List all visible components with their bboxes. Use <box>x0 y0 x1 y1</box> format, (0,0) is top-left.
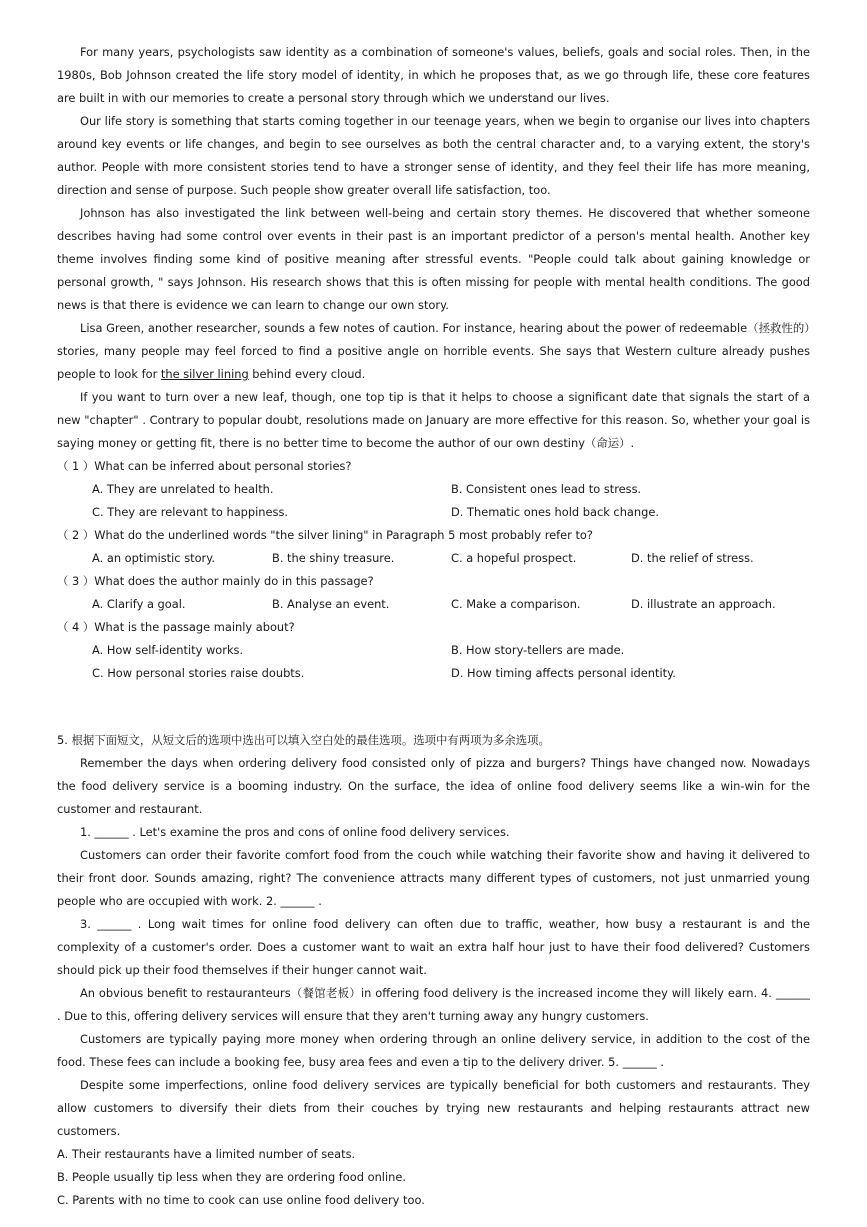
question-1-stem: （ 1 ）What can be inferred about personal stories? <box>57 459 352 473</box>
question-2-option-a[interactable]: A. an optimistic story. <box>92 551 215 565</box>
question-1-option-c[interactable]: C. They are relevant to happiness. <box>92 505 289 519</box>
question-4-option-d[interactable]: D. How timing affects personal identity. <box>451 666 676 680</box>
question-2-stem: （ 2 ）What do the underlined words "the silver lining" in Paragraph 5 most probably refer to? <box>57 528 593 542</box>
passage1-paragraph-1: For many years, psychologists saw identity as a combination of someone's values, beliefs, goals and social roles. Then, in the 1980s, Bob Johnson created the life story model of identity, in which he proposes that, as we go through life, these core features are built in with our memories to create a personal story through which we understand our lives. <box>57 45 810 105</box>
passage1-block-top <box>57 41 810 455</box>
passage1-paragraph-2: Our life story is something that starts coming together in our teenage years, when we begin to organise our lives into chapters around key events or life changes, and begin to see ourselves as both the central character and, to a varying extent, the story's author. People with more consistent stories tend to have a stronger sense of identity, and they feel their life has more meaning, direction and sense of purpose. Such people show greater overall life satisfaction, too. <box>57 114 810 197</box>
question-3-option-c[interactable]: C. Make a comparison. <box>451 597 581 611</box>
section-5-option-c[interactable]: C. Parents with no time to cook can use online food delivery too. <box>57 1193 425 1207</box>
question-4-option-a[interactable]: A. How self-identity works. <box>92 643 244 657</box>
question-2-option-d[interactable]: D. the relief of stress. <box>631 551 754 565</box>
paragraph-4-text-after: behind every cloud. <box>248 367 366 381</box>
question-3-option-b[interactable]: B. Analyse an event. <box>272 597 390 611</box>
paragraph-4-text-before: Lisa Green, another researcher, sounds a few notes of caution. For instance, hearing about the power of redeemable（拯救性的）stories, many people may feel forced to find a positive angle on horrible events. She says that Western culture already pushes people to look for <box>57 321 810 381</box>
question-4-stem: （ 4 ）What is the passage mainly about? <box>57 620 295 634</box>
silver-lining-underlined: the silver lining <box>160 367 249 381</box>
question-2-option-c[interactable]: C. a hopeful prospect. <box>451 551 577 565</box>
question-4-option-b[interactable]: B. How story-tellers are made. <box>451 643 625 657</box>
question-4-options-row-2 <box>57 662 810 685</box>
question-4-options-row-1 <box>57 639 810 662</box>
question-1-option-d[interactable]: D. Thematic ones hold back change. <box>451 505 659 519</box>
section-5-paragraph-2: 1. ______ . Let's examine the pros and cons of online food delivery services. <box>80 825 510 839</box>
section-5-option-a[interactable]: A. Their restaurants have a limited number of seats. <box>57 1147 356 1161</box>
section-5-block <box>57 729 810 1212</box>
question-3-stem: （ 3 ）What does the author mainly do in this passage? <box>57 574 374 588</box>
question-1-option-a[interactable]: A. They are unrelated to health. <box>92 482 274 496</box>
question-3-options-row <box>57 593 810 616</box>
question-3-option-a[interactable]: A. Clarify a goal. <box>92 597 186 611</box>
section-5-paragraph-5: An obvious benefit to restauranteurs（餐馆老板）in offering food delivery is the increased income they will likely earn. 4. ______ . Due to this, offering delivery services will ensure that they aren't turning away any hungry customers. <box>57 986 810 1023</box>
question-2-option-b[interactable]: B. the shiny treasure. <box>272 551 395 565</box>
question-1-option-b[interactable]: B. Consistent ones lead to stress. <box>451 482 642 496</box>
section-5-paragraph-6: Customers are typically paying more money when ordering through an online delivery service, in addition to the cost of the food. These fees can include a booking fee, busy area fees and even a tip to the delivery driver. 5. ______ . <box>57 1032 810 1069</box>
passage1-paragraph-3: Johnson has also investigated the link between well-being and certain story themes. He discovered that whether someone describes having had some control over events in their past is an important predictor of a person's mental health. Another key theme involves finding some kind of positive meaning after stressful events. "People could talk about gaining knowledge or personal growth, " says Johnson. His research shows that this is often missing for people with mental health conditions. The good news is that there is evidence we can learn to change our own story. <box>57 206 810 312</box>
section-5-heading: 5. 根据下面短文，从短文后的选项中选出可以填入空白处的最佳选项。选项中有两项为多余选项。 <box>57 733 550 747</box>
question-3-option-d[interactable]: D. illustrate an approach. <box>631 597 776 611</box>
section-5-paragraph-4: 3. ______ . Long wait times for online food delivery can often due to traffic, weather, how busy a restaurant is and the complexity of a customer's order. Does a customer want to wait an extra half hour just to have their food delivered? Customers should pick up their food themselves if their hunger cannot wait. <box>57 917 810 977</box>
section-5-paragraph-3: Customers can order their favorite comfort food from the couch while watching their favorite show and having it delivered to their front door. Sounds amazing, right? The convenience attracts many different types of customers, not just unmarried young people who are occupied with work. 2. ______ . <box>57 848 810 908</box>
questions-block <box>57 455 810 685</box>
question-2-options-row <box>57 547 810 570</box>
passage1-paragraph-4 <box>57 317 810 386</box>
section-5-paragraph-1: Remember the days when ordering delivery food consisted only of pizza and burgers? Things have changed now. Nowadays the food delivery service is a booming industry. On the surface, the idea of online food delivery seems like a win-win for the customer and restaurant. <box>57 756 810 816</box>
question-4-option-c[interactable]: C. How personal stories raise doubts. <box>92 666 305 680</box>
section-5-paragraph-7: Despite some imperfections, online food delivery services are typically beneficial for both customers and restaurants. They allow customers to diversify their diets from their couches by trying new restaurants and helping restaurants attract new customers. <box>57 1078 810 1138</box>
passage1-paragraph-5: If you want to turn over a new leaf, though, one top tip is that it helps to choose a significant date that signals the start of a new "chapter" . Contrary to popular doubt, resolutions made on January are more effective for this reason. So, whether your goal is saying money or getting fit, there is no better time to become the author of our own destiny（命运）. <box>57 390 810 450</box>
section-5-option-b[interactable]: B. People usually tip less when they are ordering food online. <box>57 1170 406 1184</box>
question-1-options-row-1 <box>57 478 810 501</box>
question-1-options-row-2 <box>57 501 810 524</box>
